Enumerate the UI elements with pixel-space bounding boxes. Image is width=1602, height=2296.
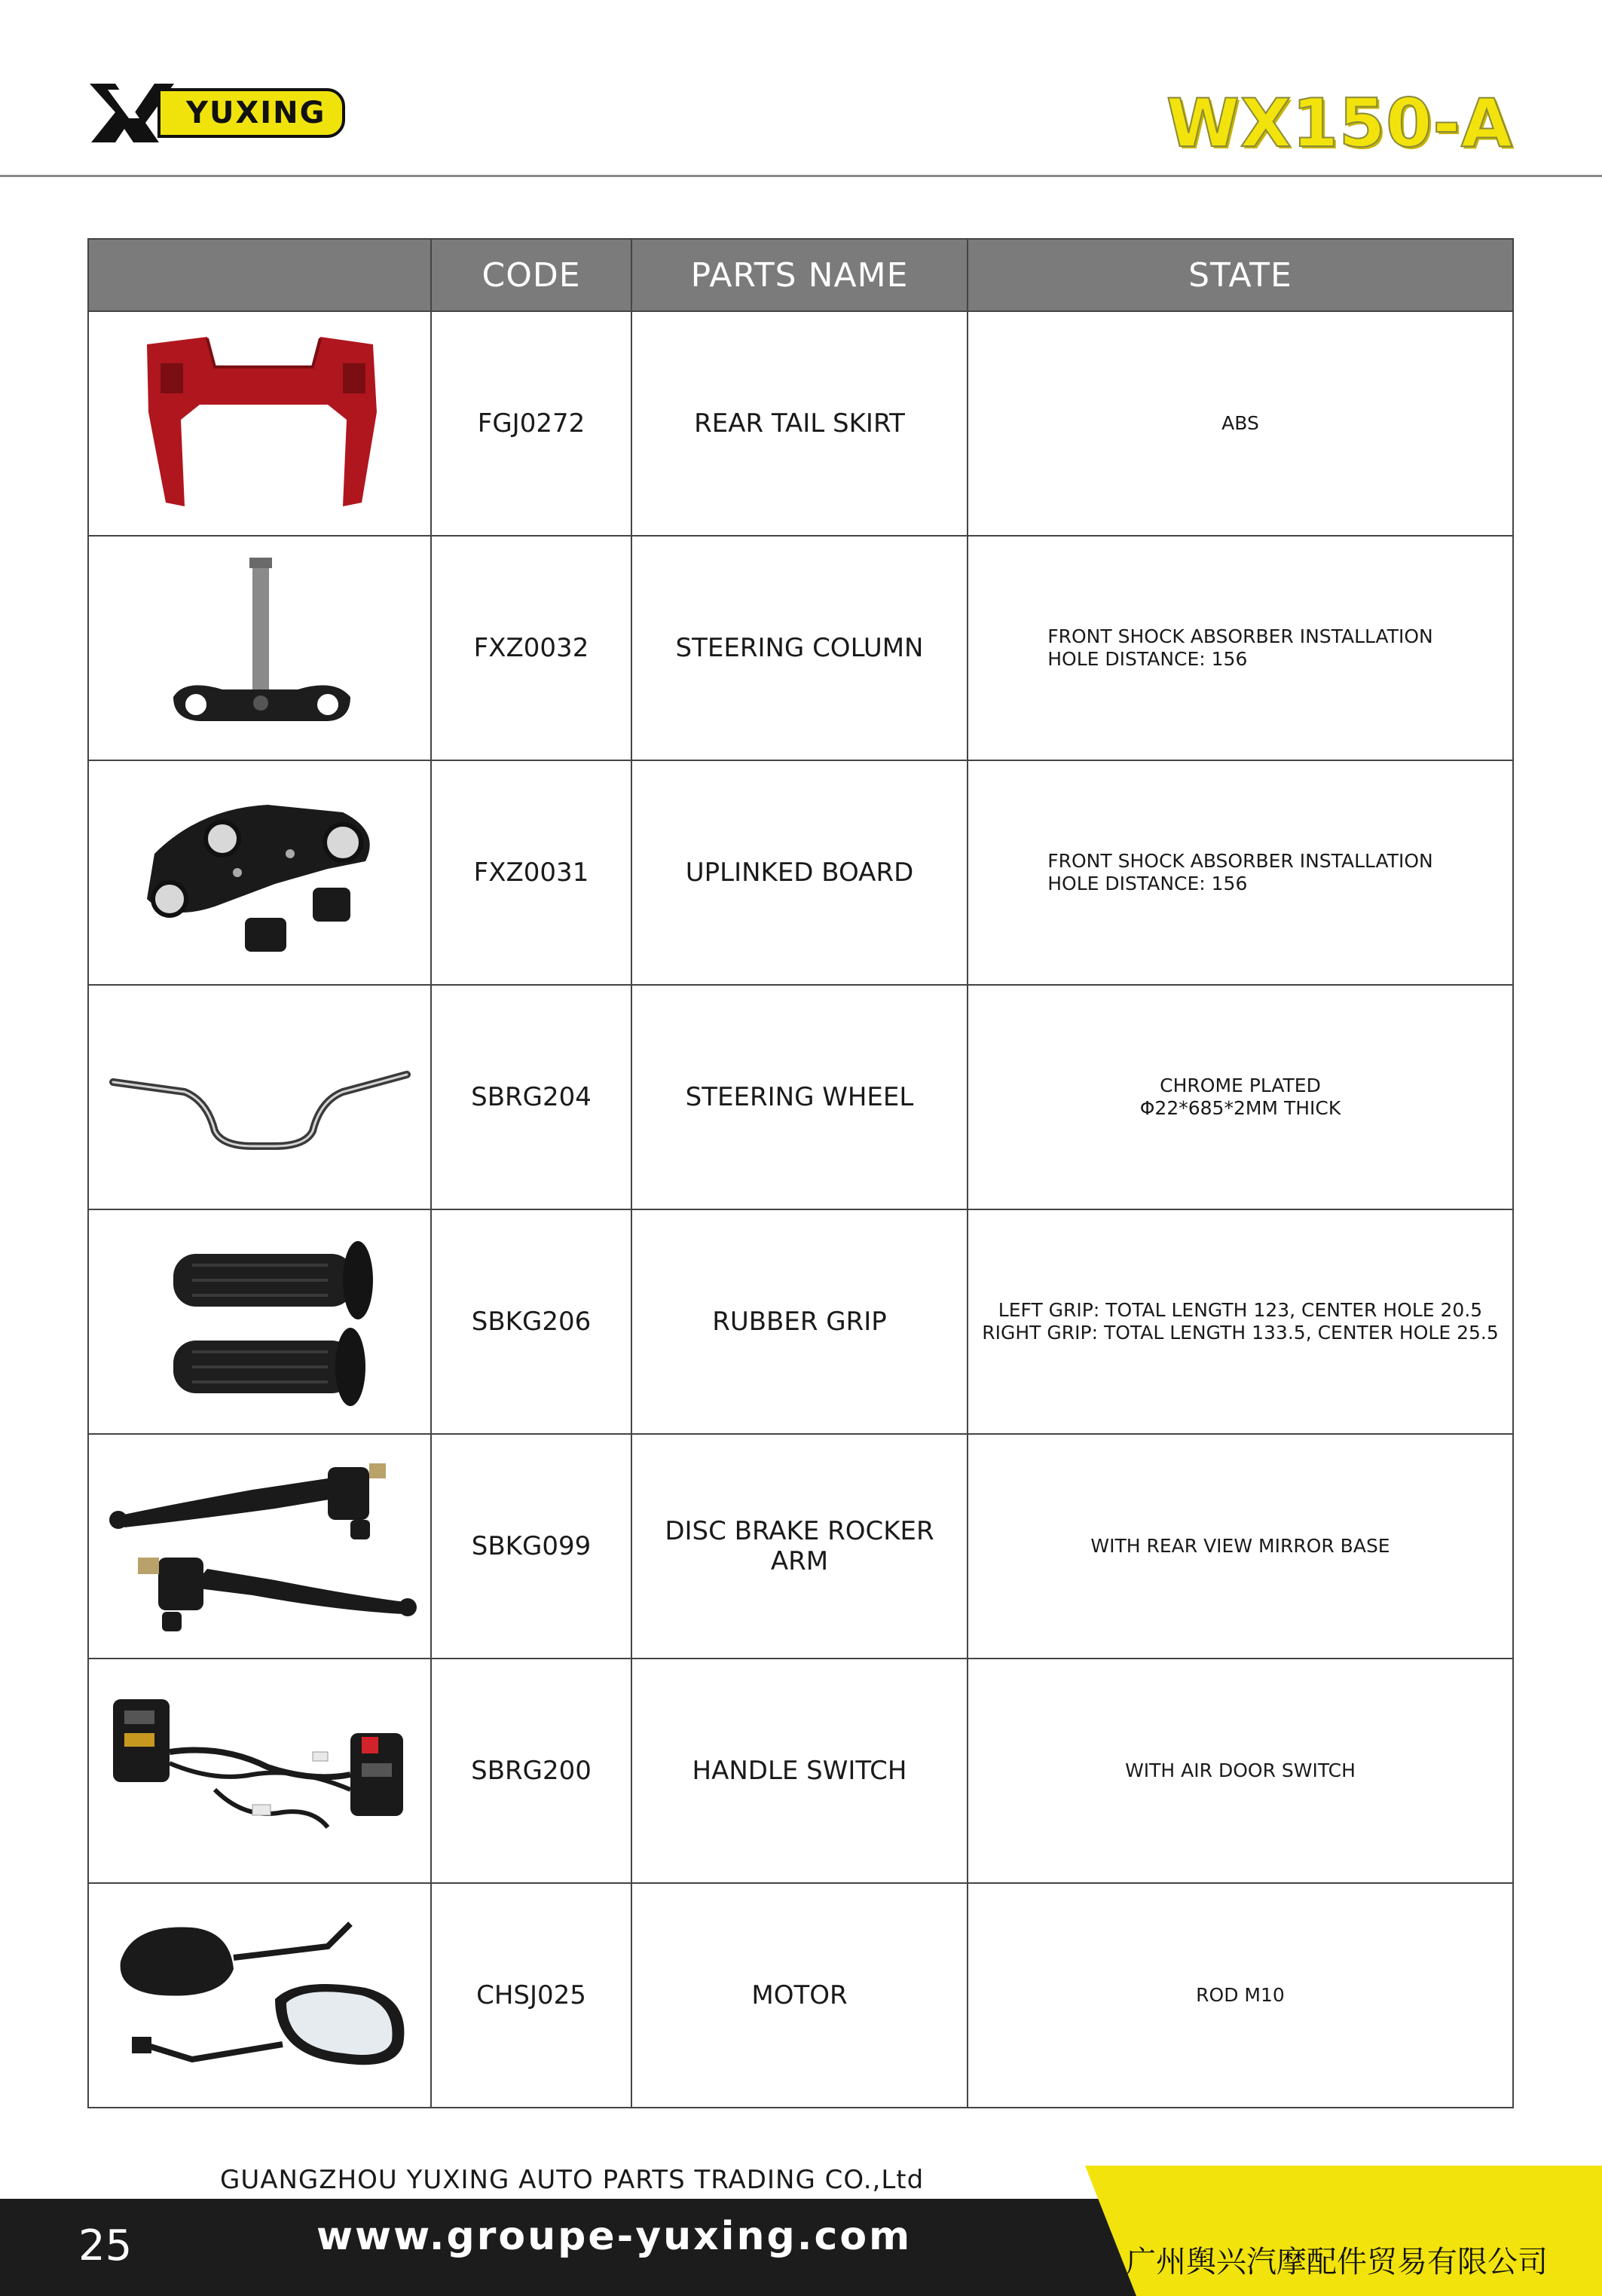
- parts-table: [87, 238, 1514, 2108]
- part-code: SBRG200: [431, 1659, 631, 1883]
- mirror-image: [102, 1894, 418, 2097]
- part-name: RUBBER GRIP: [631, 1209, 968, 1434]
- page-number: 25: [78, 2221, 133, 2270]
- part-name: UPLINKED BOARD: [631, 760, 968, 985]
- part-state: [968, 1209, 1513, 1434]
- steering-column-image: [102, 546, 418, 750]
- part-name: REAR TAIL SKIRT: [631, 311, 968, 536]
- brake-lever-image: [102, 1445, 418, 1648]
- state-line: FRONT SHOCK ABSORBER INSTALLATION: [1047, 850, 1433, 872]
- state-line: RIGHT GRIP: TOTAL LENGTH 133.5, CENTER HOLE 25.5: [982, 1322, 1499, 1344]
- part-image-cell: [88, 985, 431, 1209]
- state-line: FRONT SHOCK ABSORBER INSTALLATION: [1047, 625, 1433, 647]
- header-divider: [0, 175, 1602, 177]
- part-code: SBKG099: [431, 1434, 631, 1659]
- model-title: WX150-A: [1166, 84, 1513, 162]
- state-line: HOLE DISTANCE: 156: [1047, 873, 1248, 894]
- part-code: SBKG206: [431, 1209, 631, 1434]
- part-name: MOTOR: [631, 1883, 968, 2108]
- part-state: [968, 985, 1513, 1209]
- rubber-grip-image: [102, 1220, 418, 1423]
- part-state: [968, 760, 1513, 985]
- part-image-cell: [88, 1434, 431, 1659]
- state-line: Φ22*685*2MM THICK: [1139, 1097, 1341, 1119]
- header-code: CODE: [431, 239, 631, 311]
- part-image-cell: [88, 1659, 431, 1883]
- brand-name: YUXING: [157, 88, 345, 138]
- header-parts-name: PARTS NAME: [631, 239, 968, 311]
- table-header-row: [88, 239, 1513, 311]
- table-row: [88, 536, 1513, 760]
- rear-tail-skirt-image: [102, 322, 418, 525]
- table-row: [88, 1883, 1513, 2108]
- company-name: GUANGZHOU YUXING AUTO PARTS TRADING CO.,Ltd: [220, 2165, 925, 2195]
- state-line: WITH AIR DOOR SWITCH: [1125, 1759, 1356, 1781]
- part-state: [968, 1434, 1513, 1659]
- handlebar-image: [102, 995, 418, 1199]
- part-code: FGJ0272: [431, 311, 631, 536]
- table-row: [88, 985, 1513, 1209]
- state-line: ROD M10: [1196, 1984, 1285, 2006]
- part-image-cell: [88, 536, 431, 760]
- website-url[interactable]: www.groupe-yuxing.com: [316, 2214, 913, 2259]
- part-state: [968, 311, 1513, 536]
- page-header: [0, 0, 1602, 178]
- header-image: [88, 239, 431, 311]
- part-code: CHSJ025: [431, 1883, 631, 2108]
- table-row: [88, 760, 1513, 985]
- header-state: STATE: [968, 239, 1513, 311]
- part-image-cell: [88, 1883, 431, 2108]
- state-line: HOLE DISTANCE: 156: [1047, 648, 1248, 670]
- part-image-cell: [88, 760, 431, 985]
- part-image-cell: [88, 1209, 431, 1434]
- part-code: SBRG204: [431, 985, 631, 1209]
- part-name: STEERING COLUMN: [631, 536, 968, 760]
- table-row: [88, 1434, 1513, 1659]
- part-code: FXZ0032: [431, 536, 631, 760]
- table-row: [88, 1659, 1513, 1883]
- state-line: CHROME PLATED: [1160, 1075, 1321, 1096]
- handle-switch-image: [102, 1669, 418, 1873]
- part-name: HANDLE SWITCH: [631, 1659, 968, 1883]
- state-line: LEFT GRIP: TOTAL LENGTH 123, CENTER HOLE 20.5: [998, 1299, 1483, 1321]
- part-name: STEERING WHEEL: [631, 985, 968, 1209]
- part-state: [968, 1659, 1513, 1883]
- brand-logo: [87, 79, 345, 147]
- part-name: DISC BRAKE ROCKER ARM: [631, 1434, 968, 1659]
- table-row: [88, 1209, 1513, 1434]
- state-line: WITH REAR VIEW MIRROR BASE: [1090, 1535, 1390, 1557]
- table-row: [88, 311, 1513, 536]
- part-state: [968, 1883, 1513, 2108]
- state-line: ABS: [1221, 412, 1259, 434]
- part-code: FXZ0031: [431, 760, 631, 985]
- company-name-chinese: 广州舆兴汽摩配件贸易有限公司: [1126, 2245, 1548, 2279]
- part-state: [968, 536, 1513, 760]
- part-image-cell: [88, 311, 431, 536]
- uplinked-board-image: [102, 771, 418, 974]
